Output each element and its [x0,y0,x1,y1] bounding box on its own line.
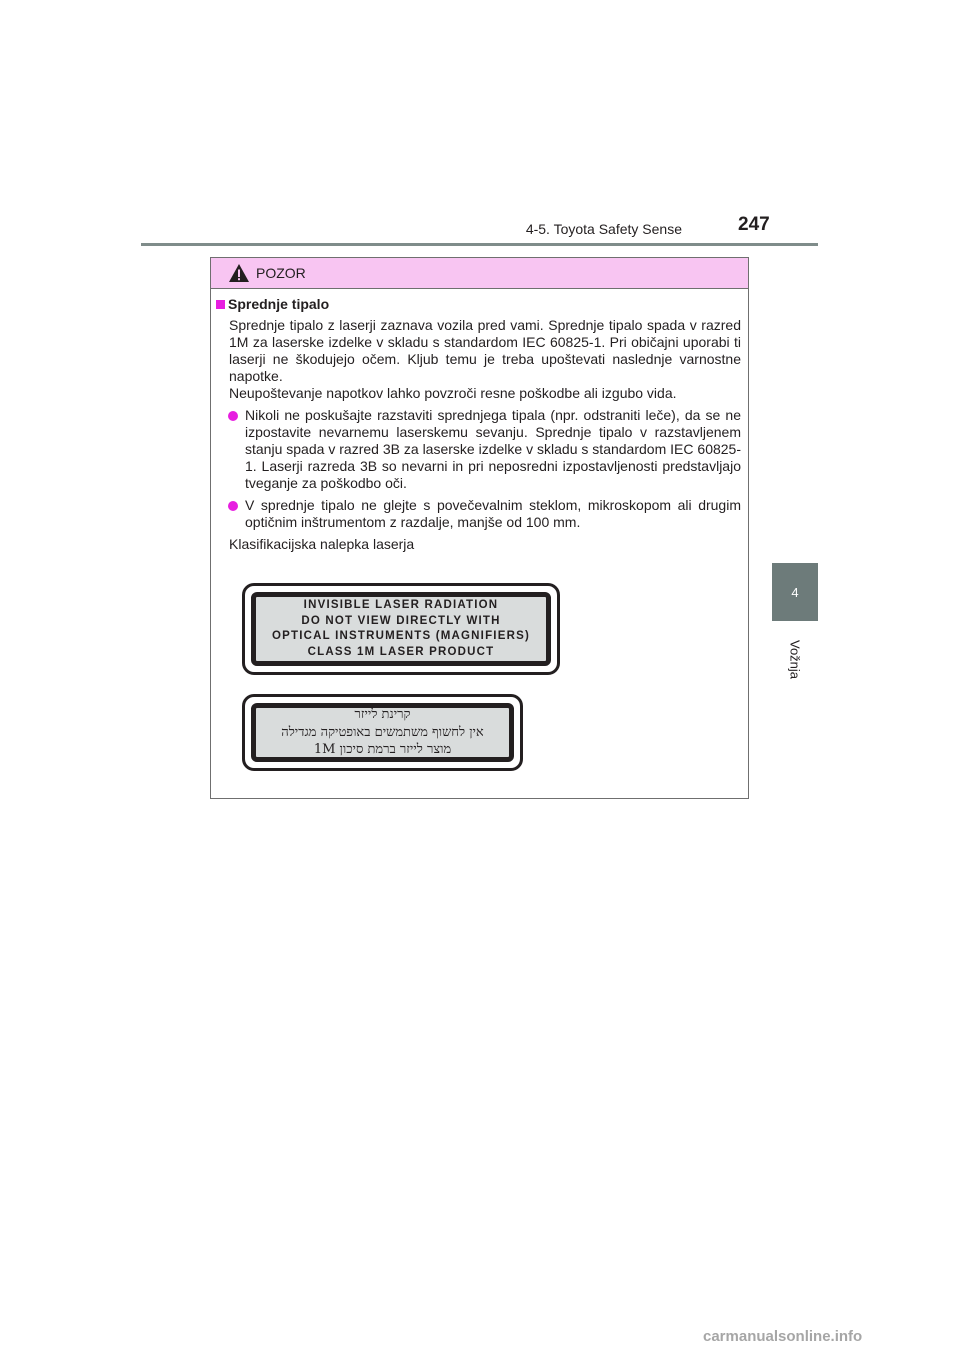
section-title: Sprednje tipalo [228,296,330,312]
running-header: 4-5. Toyota Safety Sense [525,221,682,237]
warning-content [215,296,741,553]
chapter-number: 4 [791,584,799,600]
bullet-item [245,407,741,492]
label-line: אין לחשוף משתמשים באופטיקה מגדילה [281,724,484,740]
label-line: CLASS 1M LASER PRODUCT [307,645,495,658]
laser-label-hebrew [242,694,523,771]
warning-title: POZOR [256,265,306,281]
laser-label-english-inner [251,592,551,666]
square-bullet-icon [216,300,225,309]
intro-paragraph-2: Neupoštevanje napotkov lahko povzroči resne poškodbe ali izgubo vida. [229,385,677,401]
header-rule [141,243,818,246]
label-line: קרינת לייזר [354,707,411,723]
bullet-item [245,497,741,531]
page-number: 247 [738,214,770,235]
label-line: DO NOT VIEW DIRECTLY WITH [301,614,501,627]
section-heading [215,296,741,313]
footer-watermark: carmanualsonline.info [703,1328,863,1345]
bullet-text: V sprednje tipalo ne glejte s povečevalnim steklom, mikroskopom ali drugim optičnim inštrumentom z razdalje, manjše od 100 mm. [245,497,741,530]
intro-paragraph: Sprednje tipalo z laserji zaznava vozila pred vami. Sprednje tipalo spada v razred 1M za laserske izdelke v skladu s standardom IEC 60825-1. Pri običajni uporabi ti laserji ne škodujejo očem. Kljub temu je treba upoštevati naslednje varnostne napotke. [229,317,741,384]
round-bullet-icon [228,501,238,511]
laser-label-english [242,583,560,675]
laser-label-hebrew-inner [251,703,514,762]
warning-header [211,258,748,289]
bullet-text: Nikoli ne poskušajte razstaviti sprednjega tipala (npr. odstraniti leče), da se ne izpostavite nevarnemu laserskemu sevanju. Sprednje tipalo v razstavljenem stanju spada v razred 3B za laserske izdelke v skladu s standardom IEC 60825-1. Laserji razreda 3B so nevarni in pri neposredni izpostavljenosti predstavljajo tveganje za poškodbo oči. [245,407,741,491]
label-line: מוצר לייזר ברמת סיכון 1M [313,742,452,758]
label-line: OPTICAL INSTRUMENTS (MAGNIFIERS) [272,630,530,642]
label-line: INVISIBLE LASER RADIATION [303,599,499,611]
chapter-tab [772,563,818,621]
label-caption: Klasifikacijska nalepka laserja [229,536,415,552]
warning-triangle-icon [228,263,250,283]
chapter-label: Vožnja [787,640,803,680]
round-bullet-icon [228,411,238,421]
